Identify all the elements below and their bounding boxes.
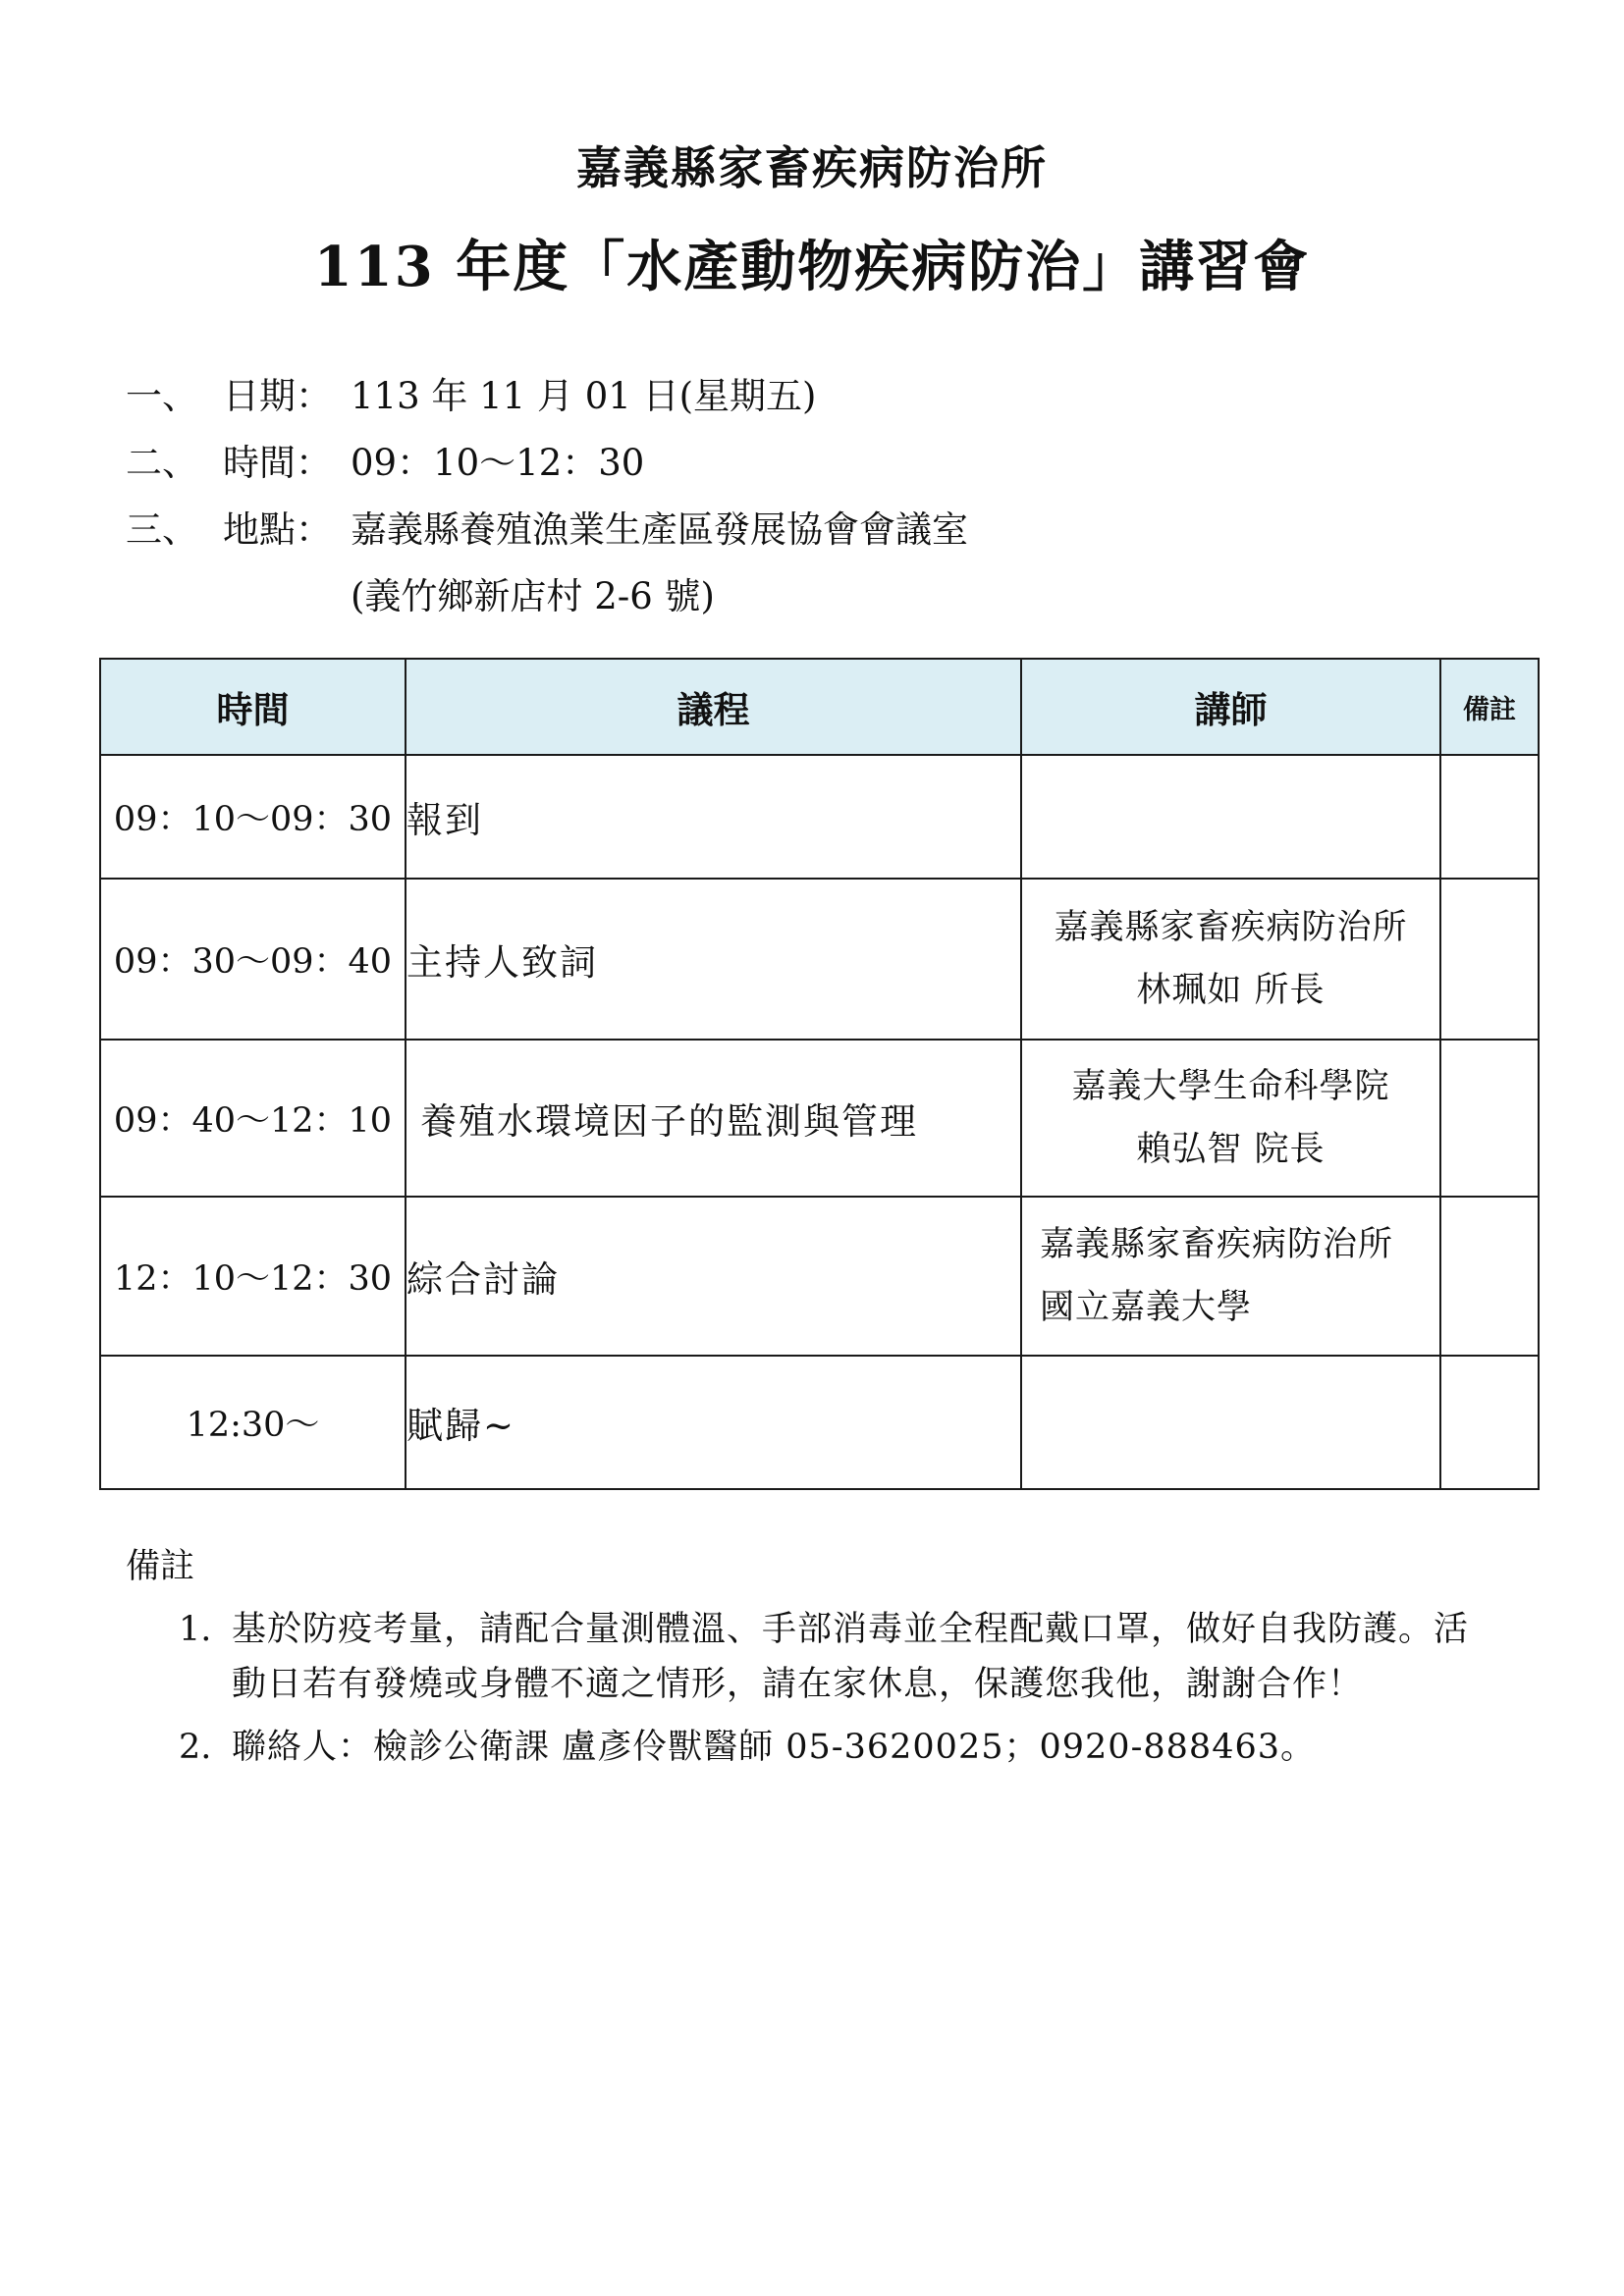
speaker-line: 嘉義大學生命科學院 bbox=[1071, 1067, 1390, 1106]
info-value: 113 年 11 月 01 日(星期五) bbox=[351, 375, 817, 417]
speaker-cell bbox=[1021, 1197, 1440, 1356]
table-header-row bbox=[100, 659, 1539, 755]
info-label: 日期： bbox=[223, 375, 332, 417]
info-value: 09：10～12：30 bbox=[351, 442, 645, 484]
notes-title: 備註 bbox=[126, 1547, 195, 1586]
speaker-line: 國立嘉義大學 bbox=[1040, 1288, 1253, 1327]
header-agenda: 議程 bbox=[406, 659, 1021, 755]
notes-section bbox=[126, 1539, 1520, 1775]
remark-cell bbox=[1440, 1040, 1539, 1197]
info-number: 一、 bbox=[126, 375, 198, 417]
speaker-cell bbox=[1021, 879, 1440, 1040]
info-label: 時間： bbox=[223, 442, 332, 484]
time-cell: 09：30～09：40 bbox=[100, 879, 406, 1040]
table-row bbox=[100, 1040, 1539, 1197]
info-location bbox=[126, 497, 968, 563]
schedule-table bbox=[99, 658, 1540, 1490]
table-row bbox=[100, 1356, 1539, 1489]
speaker-cell bbox=[1021, 1040, 1440, 1197]
speaker-line: 賴弘智 院長 bbox=[1136, 1130, 1326, 1169]
agenda-cell: 報到 bbox=[406, 755, 1021, 879]
note-number: 1. bbox=[179, 1610, 212, 1649]
table-row bbox=[100, 879, 1539, 1040]
table-row bbox=[100, 1197, 1539, 1356]
header-time: 時間 bbox=[100, 659, 406, 755]
time-cell: 09：40～12：10 bbox=[100, 1040, 406, 1197]
remark-cell bbox=[1440, 1197, 1539, 1356]
agenda-cell: 養殖水環境因子的監測與管理 bbox=[406, 1040, 1021, 1197]
agenda-cell: 綜合討論 bbox=[406, 1197, 1021, 1356]
time-cell: 12:30～ bbox=[100, 1356, 406, 1489]
note-number: 2. bbox=[179, 1728, 212, 1767]
info-number: 二、 bbox=[126, 442, 198, 484]
info-number: 三、 bbox=[126, 508, 198, 551]
organization-title: 嘉義縣家畜疾病防治所 bbox=[576, 141, 1048, 194]
remark-cell bbox=[1440, 755, 1539, 879]
header-speaker: 講師 bbox=[1021, 659, 1440, 755]
note-text: 聯絡人：檢診公衛課 盧彥伶獸醫師 05-3620025；0920-888463。 bbox=[232, 1728, 1316, 1767]
speaker-line: 嘉義縣家畜疾病防治所 bbox=[1054, 908, 1408, 947]
table-row bbox=[100, 755, 1539, 879]
note-item bbox=[126, 1720, 1520, 1775]
agenda-cell: 主持人致詞 bbox=[406, 879, 1021, 1040]
time-cell: 12：10～12：30 bbox=[100, 1197, 406, 1356]
time-cell: 09：10～09：30 bbox=[100, 755, 406, 879]
remark-cell bbox=[1440, 879, 1539, 1040]
speaker-line: 嘉義縣家畜疾病防治所 bbox=[1040, 1225, 1394, 1264]
info-address: (義竹鄉新店村 2-6 號) bbox=[351, 575, 715, 617]
note-item bbox=[126, 1602, 1520, 1712]
event-info bbox=[126, 363, 968, 630]
speaker-cell bbox=[1021, 1356, 1440, 1489]
header-remark: 備註 bbox=[1440, 659, 1539, 755]
info-value: 嘉義縣養殖漁業生產區發展協會會議室 bbox=[351, 508, 968, 551]
info-label: 地點： bbox=[223, 508, 332, 551]
info-date bbox=[126, 363, 968, 430]
speaker-cell bbox=[1021, 755, 1440, 879]
agenda-cell: 賦歸~ bbox=[406, 1356, 1021, 1489]
info-time bbox=[126, 430, 968, 497]
note-text: 基於防疫考量，請配合量測體溫、手部消毒並全程配戴口罩，做好自我防護。活動日若有發燒或身體不適之情形，請在家休息，保護您我他，謝謝合作！ bbox=[232, 1610, 1470, 1704]
speaker-line: 林珮如 所長 bbox=[1136, 971, 1326, 1010]
remark-cell bbox=[1440, 1356, 1539, 1489]
event-title: 113 年度「水產動物疾病防治」講習會 bbox=[313, 235, 1311, 299]
